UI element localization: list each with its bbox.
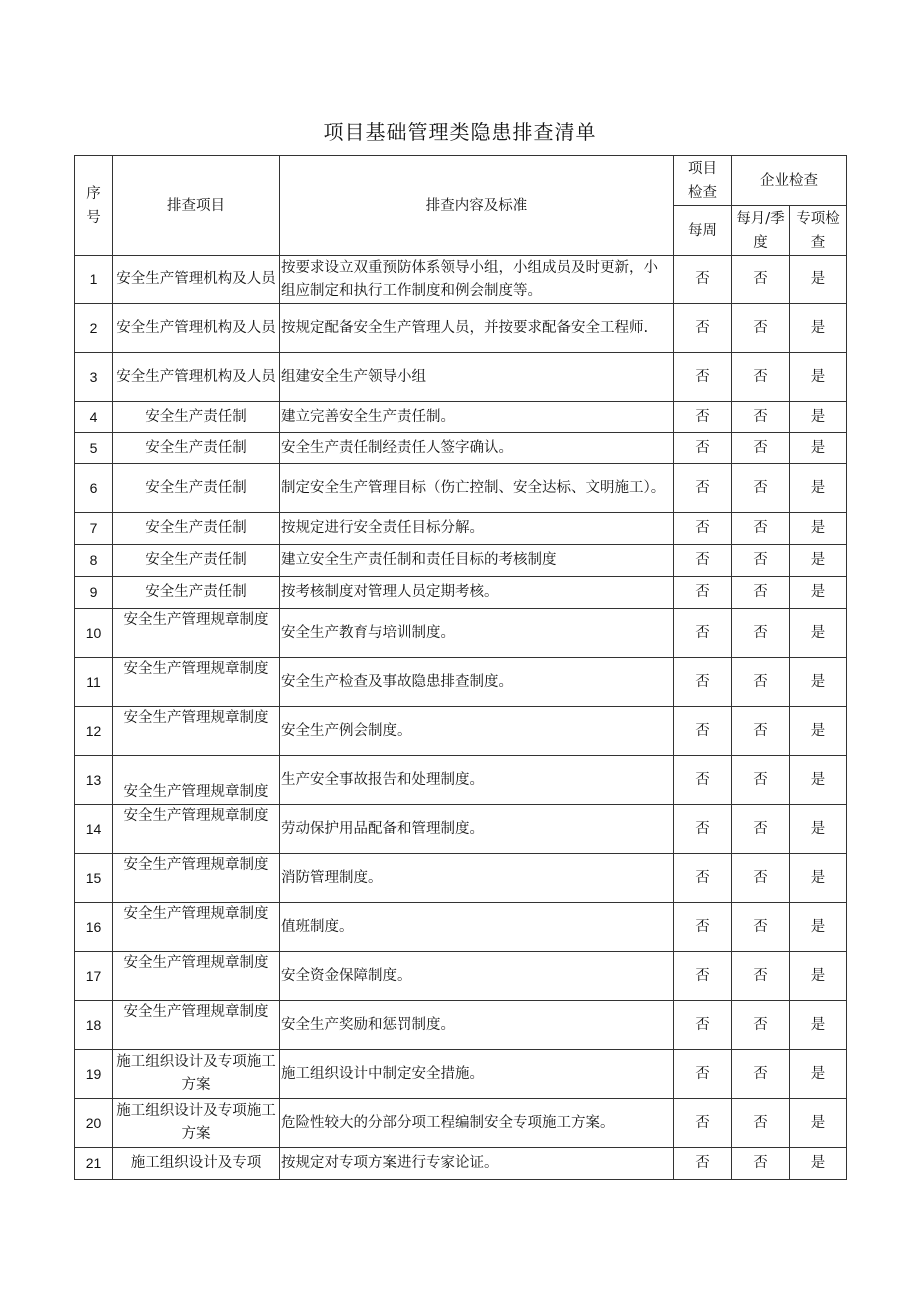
row-item: 安全生产责任制 bbox=[113, 464, 280, 513]
row-monthly-quarterly: 否 bbox=[732, 609, 790, 658]
row-weekly: 否 bbox=[674, 609, 732, 658]
row-monthly-quarterly: 否 bbox=[732, 577, 790, 609]
row-content: 安全生产例会制度。 bbox=[280, 707, 674, 756]
row-number: 16 bbox=[75, 903, 113, 952]
row-special: 是 bbox=[790, 545, 847, 577]
table-row bbox=[75, 1001, 847, 1050]
row-item: 施工组织设计及专项施工方案 bbox=[113, 1099, 280, 1148]
row-content: 建立完善安全生产责任制。 bbox=[280, 402, 674, 433]
header-project-check: 项目检查 bbox=[674, 156, 732, 206]
row-special: 是 bbox=[790, 464, 847, 513]
row-content: 按要求设立双重预防体系领导小组，小组成员及时更新，小组应制定和执行工作制度和例会制度等。 bbox=[280, 256, 674, 304]
row-monthly-quarterly: 否 bbox=[732, 707, 790, 756]
table-row bbox=[75, 756, 847, 805]
row-monthly-quarterly: 否 bbox=[732, 464, 790, 513]
row-special: 是 bbox=[790, 433, 847, 464]
table-row bbox=[75, 545, 847, 577]
row-special: 是 bbox=[790, 854, 847, 903]
row-weekly: 否 bbox=[674, 304, 732, 353]
table-row bbox=[75, 433, 847, 464]
row-weekly: 否 bbox=[674, 805, 732, 854]
row-monthly-quarterly: 否 bbox=[732, 952, 790, 1001]
row-number: 19 bbox=[75, 1050, 113, 1099]
row-weekly: 否 bbox=[674, 952, 732, 1001]
row-content: 值班制度。 bbox=[280, 903, 674, 952]
row-content: 按规定进行安全责任目标分解。 bbox=[280, 513, 674, 545]
row-content: 安全生产教育与培训制度。 bbox=[280, 609, 674, 658]
row-item: 安全生产管理规章制度 bbox=[113, 952, 280, 1001]
row-content: 危险性较大的分部分项工程编制安全专项施工方案。 bbox=[280, 1099, 674, 1148]
row-monthly-quarterly: 否 bbox=[732, 402, 790, 433]
row-content: 建立安全生产责任制和责任目标的考核制度 bbox=[280, 545, 674, 577]
row-special: 是 bbox=[790, 577, 847, 609]
row-monthly-quarterly: 否 bbox=[732, 756, 790, 805]
row-content: 制定安全生产管理目标（伤亡控制、安全达标、文明施工）。 bbox=[280, 464, 674, 513]
table-row bbox=[75, 464, 847, 513]
row-special: 是 bbox=[790, 658, 847, 707]
row-content: 安全生产检查及事故隐患排查制度。 bbox=[280, 658, 674, 707]
row-number: 20 bbox=[75, 1099, 113, 1148]
row-number: 10 bbox=[75, 609, 113, 658]
row-monthly-quarterly: 否 bbox=[732, 545, 790, 577]
row-weekly: 否 bbox=[674, 707, 732, 756]
row-monthly-quarterly: 否 bbox=[732, 304, 790, 353]
row-content: 消防管理制度。 bbox=[280, 854, 674, 903]
table-row bbox=[75, 903, 847, 952]
row-weekly: 否 bbox=[674, 658, 732, 707]
row-item: 安全生产管理规章制度 bbox=[113, 658, 280, 707]
row-content: 安全生产责任制经责任人签字确认。 bbox=[280, 433, 674, 464]
row-monthly-quarterly: 否 bbox=[732, 805, 790, 854]
row-monthly-quarterly: 否 bbox=[732, 1148, 790, 1180]
row-special: 是 bbox=[790, 805, 847, 854]
row-number: 1 bbox=[75, 256, 113, 304]
table-row bbox=[75, 402, 847, 433]
row-content: 施工组织设计中制定安全措施。 bbox=[280, 1050, 674, 1099]
row-item: 施工组织设计及专项施工方案 bbox=[113, 1050, 280, 1099]
header-enterprise-check: 企业检查 bbox=[732, 156, 847, 206]
row-monthly-quarterly: 否 bbox=[732, 658, 790, 707]
table-row bbox=[75, 854, 847, 903]
row-weekly: 否 bbox=[674, 903, 732, 952]
row-special: 是 bbox=[790, 1148, 847, 1180]
row-number: 6 bbox=[75, 464, 113, 513]
row-monthly-quarterly: 否 bbox=[732, 513, 790, 545]
row-item: 安全生产责任制 bbox=[113, 513, 280, 545]
table-row bbox=[75, 304, 847, 353]
table-row bbox=[75, 256, 847, 304]
document-title: 项目基础管理类隐患排查清单 bbox=[323, 120, 597, 144]
header-content: 排查内容及标准 bbox=[280, 156, 674, 256]
row-number: 8 bbox=[75, 545, 113, 577]
row-item: 安全生产管理规章制度 bbox=[113, 805, 280, 854]
row-number: 13 bbox=[75, 756, 113, 805]
table-row bbox=[75, 658, 847, 707]
header-seq: 序号 bbox=[75, 156, 113, 256]
header-item: 排查项目 bbox=[113, 156, 280, 256]
row-item: 安全生产管理规章制度 bbox=[113, 707, 280, 756]
row-special: 是 bbox=[790, 707, 847, 756]
row-number: 14 bbox=[75, 805, 113, 854]
row-monthly-quarterly: 否 bbox=[732, 1050, 790, 1099]
row-item: 安全生产管理规章制度 bbox=[113, 1001, 280, 1050]
table-row bbox=[75, 353, 847, 402]
row-weekly: 否 bbox=[674, 1001, 732, 1050]
row-monthly-quarterly: 否 bbox=[732, 1001, 790, 1050]
row-item: 施工组织设计及专项 bbox=[113, 1148, 280, 1180]
row-item: 安全生产管理规章制度 bbox=[113, 609, 280, 658]
row-special: 是 bbox=[790, 402, 847, 433]
row-item: 安全生产管理机构及人员 bbox=[113, 353, 280, 402]
row-weekly: 否 bbox=[674, 256, 732, 304]
row-monthly-quarterly: 否 bbox=[732, 1099, 790, 1148]
row-item: 安全生产管理规章制度 bbox=[113, 854, 280, 903]
row-number: 9 bbox=[75, 577, 113, 609]
row-special: 是 bbox=[790, 609, 847, 658]
row-content: 按规定配备安全生产管理人员，并按要求配备安全工程师. bbox=[280, 304, 674, 353]
row-number: 12 bbox=[75, 707, 113, 756]
row-content: 生产安全事故报告和处理制度。 bbox=[280, 756, 674, 805]
row-item: 安全生产管理规章制度 bbox=[113, 903, 280, 952]
row-weekly: 否 bbox=[674, 1148, 732, 1180]
row-content: 劳动保护用品配备和管理制度。 bbox=[280, 805, 674, 854]
row-weekly: 否 bbox=[674, 1099, 732, 1148]
row-special: 是 bbox=[790, 256, 847, 304]
row-content: 安全生产奖励和惩罚制度。 bbox=[280, 1001, 674, 1050]
row-weekly: 否 bbox=[674, 353, 732, 402]
row-special: 是 bbox=[790, 304, 847, 353]
header-monthly-quarterly: 每月/季度 bbox=[732, 206, 790, 256]
row-item: 安全生产责任制 bbox=[113, 577, 280, 609]
row-item: 安全生产管理规章制度 bbox=[113, 756, 280, 805]
row-number: 2 bbox=[75, 304, 113, 353]
row-monthly-quarterly: 否 bbox=[732, 256, 790, 304]
row-special: 是 bbox=[790, 1099, 847, 1148]
table-row bbox=[75, 1099, 847, 1148]
row-monthly-quarterly: 否 bbox=[732, 903, 790, 952]
table-row bbox=[75, 707, 847, 756]
row-item: 安全生产管理机构及人员 bbox=[113, 256, 280, 304]
row-special: 是 bbox=[790, 756, 847, 805]
row-number: 21 bbox=[75, 1148, 113, 1180]
row-number: 18 bbox=[75, 1001, 113, 1050]
row-special: 是 bbox=[790, 952, 847, 1001]
row-special: 是 bbox=[790, 513, 847, 545]
table-row bbox=[75, 513, 847, 545]
row-monthly-quarterly: 否 bbox=[732, 854, 790, 903]
header-weekly: 每周 bbox=[674, 206, 732, 256]
row-number: 5 bbox=[75, 433, 113, 464]
row-monthly-quarterly: 否 bbox=[732, 353, 790, 402]
row-number: 11 bbox=[75, 658, 113, 707]
row-special: 是 bbox=[790, 1001, 847, 1050]
row-special: 是 bbox=[790, 1050, 847, 1099]
row-weekly: 否 bbox=[674, 577, 732, 609]
table-row bbox=[75, 1148, 847, 1180]
row-weekly: 否 bbox=[674, 433, 732, 464]
table-row bbox=[75, 952, 847, 1001]
row-special: 是 bbox=[790, 353, 847, 402]
row-content: 组建安全生产领导小组 bbox=[280, 353, 674, 402]
row-number: 15 bbox=[75, 854, 113, 903]
row-number: 7 bbox=[75, 513, 113, 545]
header-special: 专项检查 bbox=[790, 206, 847, 256]
row-number: 4 bbox=[75, 402, 113, 433]
row-item: 安全生产责任制 bbox=[113, 402, 280, 433]
row-weekly: 否 bbox=[674, 1050, 732, 1099]
table-row bbox=[75, 609, 847, 658]
row-weekly: 否 bbox=[674, 545, 732, 577]
row-content: 按考核制度对管理人员定期考核。 bbox=[280, 577, 674, 609]
row-weekly: 否 bbox=[674, 513, 732, 545]
row-content: 按规定对专项方案进行专家论证。 bbox=[280, 1148, 674, 1180]
row-monthly-quarterly: 否 bbox=[732, 433, 790, 464]
row-number: 3 bbox=[75, 353, 113, 402]
row-weekly: 否 bbox=[674, 402, 732, 433]
row-special: 是 bbox=[790, 903, 847, 952]
row-item: 安全生产责任制 bbox=[113, 433, 280, 464]
table-row bbox=[75, 577, 847, 609]
hazard-checklist-table bbox=[74, 155, 847, 1180]
row-content: 安全资金保障制度。 bbox=[280, 952, 674, 1001]
row-weekly: 否 bbox=[674, 464, 732, 513]
row-item: 安全生产管理机构及人员 bbox=[113, 304, 280, 353]
table-row bbox=[75, 805, 847, 854]
row-weekly: 否 bbox=[674, 854, 732, 903]
row-item: 安全生产责任制 bbox=[113, 545, 280, 577]
row-number: 17 bbox=[75, 952, 113, 1001]
row-weekly: 否 bbox=[674, 756, 732, 805]
table-row bbox=[75, 1050, 847, 1099]
